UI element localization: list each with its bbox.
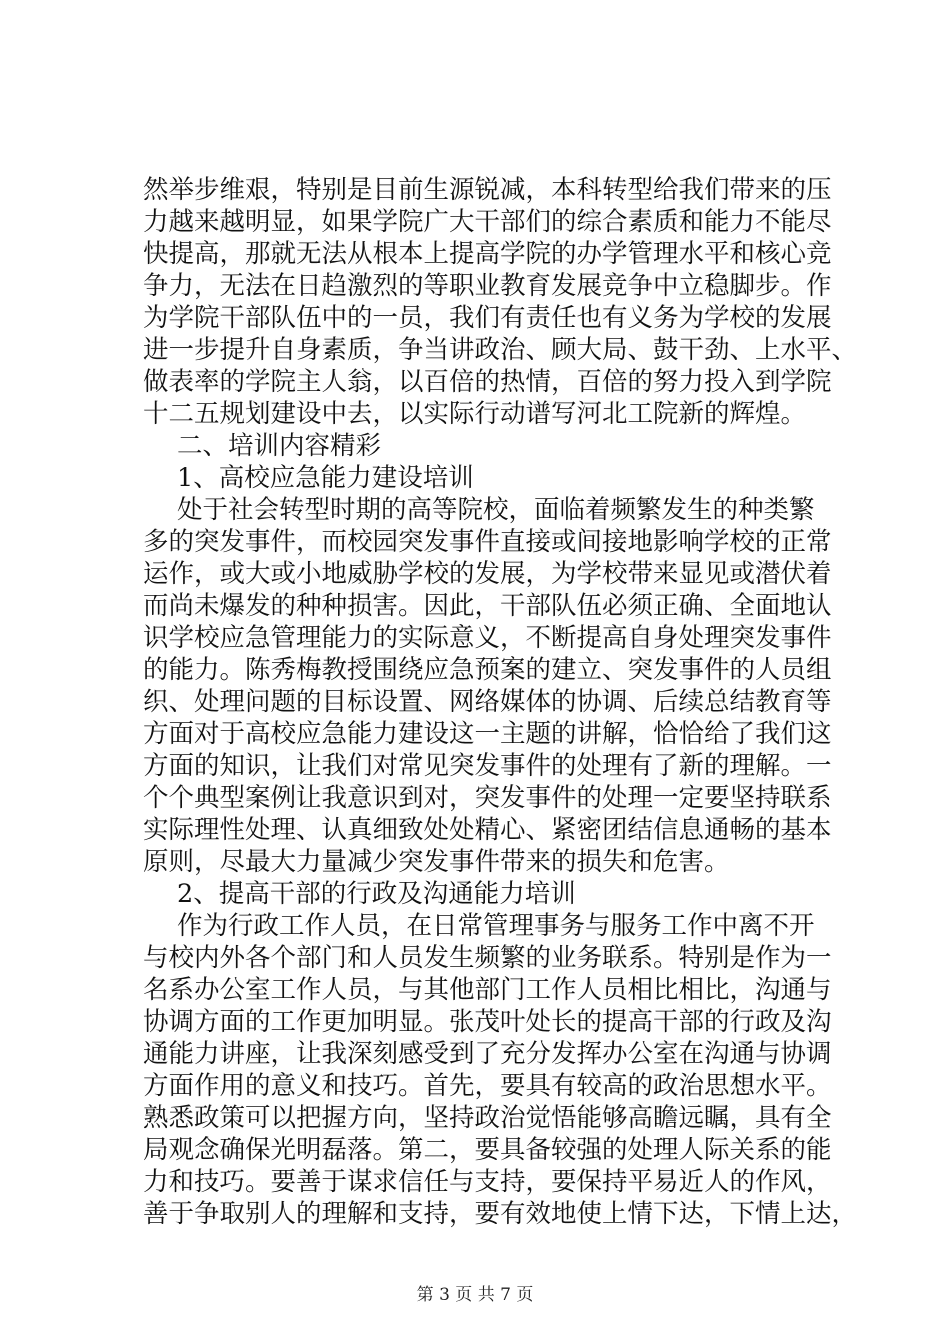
section-heading: 2、提高干部的行政及沟通能力培训	[177, 879, 576, 909]
text-line: 多的突发事件，而校园突发事件直接或间接地影响学校的正常	[143, 527, 832, 557]
text-line: 原则，尽最大力量减少突发事件带来的损失和危害。	[143, 847, 730, 877]
text-line: 力和技巧。要善于谋求信任与支持，要保持平易近人的作风，	[143, 1167, 832, 1197]
section-heading: 1、高校应急能力建设培训	[177, 463, 474, 493]
body-text	[143, 174, 858, 1230]
text-line: 织、处理问题的目标设置、网络媒体的协调、后续总结教育等	[143, 687, 832, 717]
text-line: 处于社会转型时期的高等院校，面临着频繁发生的种类繁	[177, 495, 815, 525]
text-line: 通能力讲座，让我深刻感受到了充分发挥办公室在沟通与协调	[143, 1039, 832, 1069]
text-line: 与校内外各个部门和人员发生频繁的业务联系。特别是作为一	[143, 943, 832, 973]
text-line: 为学院干部队伍中的一员，我们有责任也有义务为学校的发展	[143, 303, 832, 333]
text-line: 熟悉政策可以把握方向，坚持政治觉悟能够高瞻远瞩，具有全	[143, 1103, 832, 1133]
text-line: 快提高，那就无法从根本上提高学院的办学管理水平和核心竞	[143, 239, 832, 269]
text-line: 进一步提升自身素质，争当讲政治、顾大局、鼓干劲、上水平、	[143, 335, 858, 365]
text-line: 运作，或大或小地威胁学校的发展，为学校带来显见或潜伏着	[143, 559, 832, 589]
page-footer: 第 3 页 共 7 页	[416, 1285, 534, 1305]
text-line: 局观念确保光明磊落。第二，要具备较强的处理人际关系的能	[143, 1135, 832, 1165]
text-line: 善于争取别人的理解和支持，要有效地使上情下达，下情上达，	[143, 1199, 858, 1229]
text-line: 做表率的学院主人翁，以百倍的热情，百倍的努力投入到学院	[143, 367, 832, 397]
text-line: 实际理性处理、认真细致处处精心、紧密团结信息通畅的基本	[143, 815, 832, 845]
text-line: 作为行政工作人员，在日常管理事务与服务工作中离不开	[177, 911, 815, 941]
text-line: 协调方面的工作更加明显。张茂叶处长的提高干部的行政及沟	[143, 1007, 832, 1037]
text-line: 而尚未爆发的种种损害。因此，干部队伍必须正确、全面地认	[143, 591, 832, 621]
text-line: 然举步维艰，特别是目前生源锐减，本科转型给我们带来的压	[143, 175, 832, 205]
text-line: 个个典型案例让我意识到对，突发事件的处理一定要坚持联系	[143, 783, 832, 813]
text-line: 方面的知识，让我们对常见突发事件的处理有了新的理解。一	[143, 751, 832, 781]
text-line: 争力，无法在日趋激烈的等职业教育发展竞争中立稳脚步。作	[143, 271, 832, 301]
text-line: 的能力。陈秀梅教授围绕应急预案的建立、突发事件的人员组	[143, 655, 832, 685]
section-heading: 二、培训内容精彩	[177, 431, 382, 461]
text-line: 名系办公室工作人员，与其他部门工作人员相比相比，沟通与	[143, 975, 832, 1005]
text-line: 方面作用的意义和技巧。首先，要具有较高的政治思想水平。	[143, 1071, 832, 1101]
text-line: 十二五规划建设中去，以实际行动谱写河北工院新的辉煌。	[143, 399, 807, 429]
text-line: 力越来越明显，如果学院广大干部们的综合素质和能力不能尽	[143, 207, 832, 237]
text-line: 方面对于高校应急能力建设这一主题的讲解，恰恰给了我们这	[143, 719, 832, 749]
text-line: 识学校应急管理能力的实际意义，不断提高自身处理突发事件	[143, 623, 832, 653]
